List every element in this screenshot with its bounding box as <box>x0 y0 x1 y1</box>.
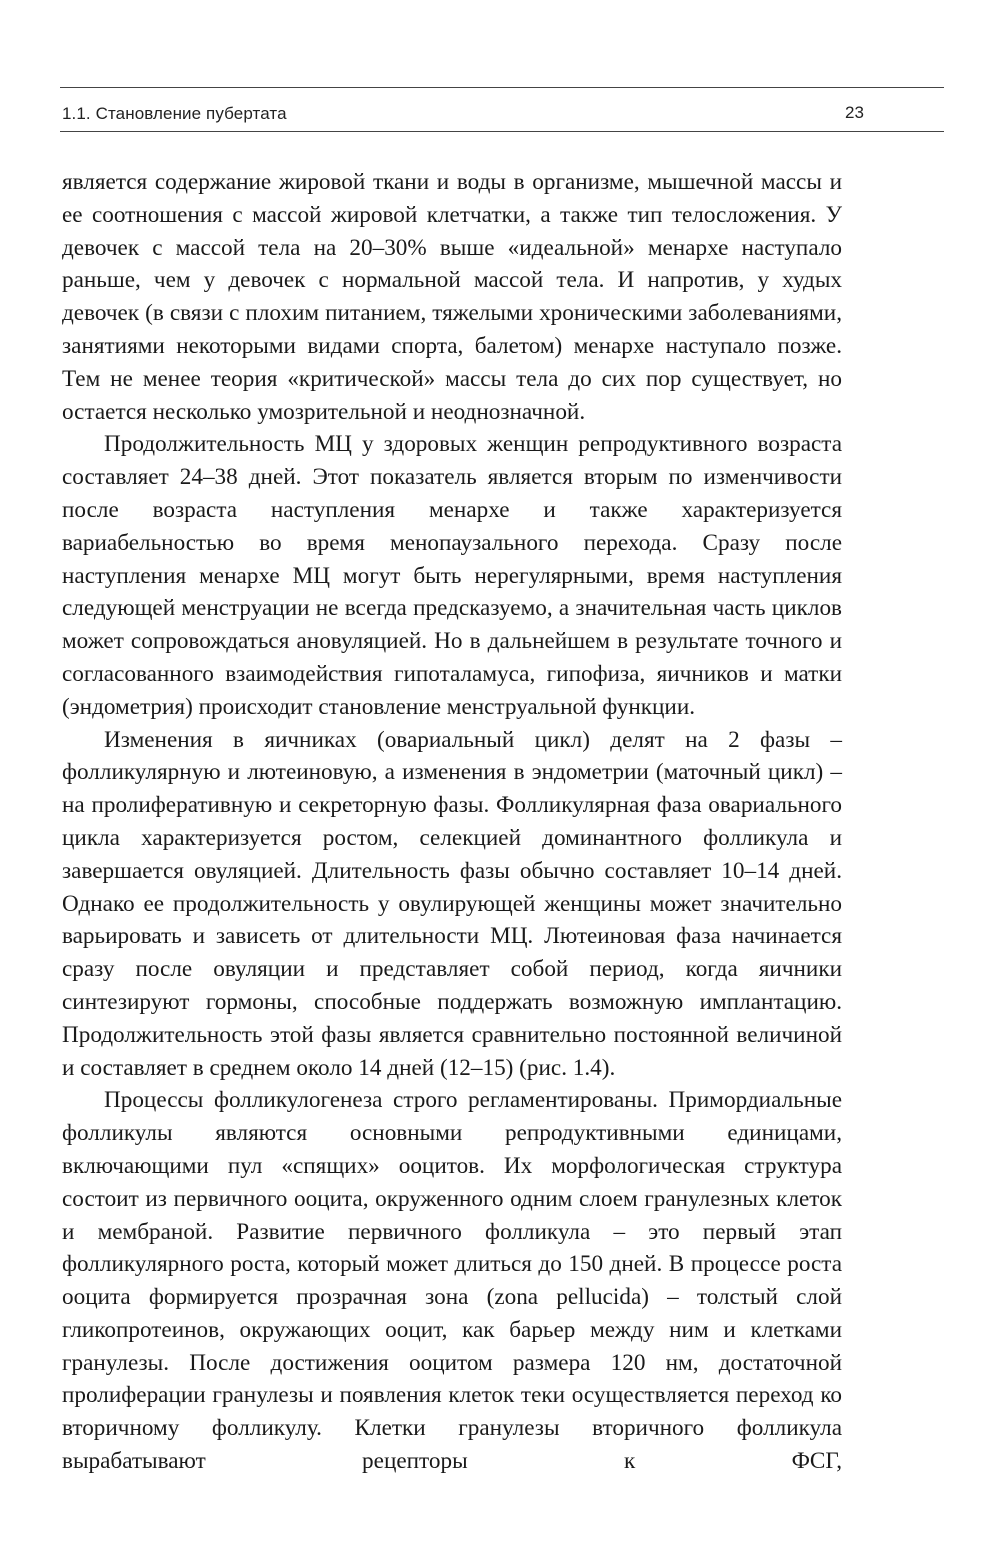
paragraph-4: Процессы фолликулогенеза строго регламентированы. Примордиальные фолликулы являются основными репродуктивными единицами, включающими пул «спящих» ооцитов. Их морфологическая структура состоит из первичного ооцита, окруженного одним слоем гранулезных клеток и мембраной. Развитие первичного фолликула – это первый этап фолликулярного роста, который может длиться до 150 дней. В процессе роста ооцита формируется прозрачная зона (zona pellucida) – толстый слой гликопротеинов, окружающих ооцит, как барьер между ним и клетками гранулезы. После достижения ооцитом размера 120 нм, достаточной пролиферации гранулезы и появления клеток теки осуществляется переход ко вторичному фолликулу. Клетки гранулезы вторичного фолликула вырабатывают рецепторы к ФСГ, <box>62 1087 842 1475</box>
paragraph-3: Изменения в яичниках (овариальный цикл) делят на 2 фазы – фолликулярную и лютеиновую, а изменения в эндометрии (маточный цикл) – на пролиферативную и секреторную фазы. Фолликулярная фаза овариального цикла характеризуется ростом, селекцией доминантного фолликула и завершается овуляцией. Длительность фазы обычно составляет 10–14 дней. Однако ее продолжительность у овулирующей женщины может значительно варьировать и зависеть от длительности МЦ. Лютеиновая фаза начинается сразу после овуляции и представляет собой период, когда яичники синтезируют гормоны, способные поддержать возможную имплантацию. Продолжительность этой фазы является сравнительно постоянной величиной и составляет в среднем около 14 дней (12–15) (рис. 1.4). <box>62 726 842 1081</box>
header-rule-top <box>60 87 944 88</box>
header-rule-bottom <box>60 131 944 132</box>
running-head-title: 1.1. Становление пубертата <box>62 104 287 123</box>
paragraph-2: Продолжительность МЦ у здоровых женщин репродуктивного возраста составляет 24–38 дней. Этот показатель является вторым по изменчивости после возраста наступления менархе и также характеризуется вариабельностью во время менопаузального перехода. Сразу после наступления менархе МЦ могут быть нерегулярными, время наступления следующей менструации не всегда предсказуемо, а значительная часть циклов может сопровождаться ановуляцией. Но в дальнейшем в результате точного и согласованного взаимодействия гипоталамуса, гипофиза, яичников и матки (эндометрия) происходит становление менструальной функции. <box>62 431 842 720</box>
paragraph-1: является содержание жировой ткани и воды в организме, мышечной массы и ее соотношения с массой жировой клетчатки, а также тип телосложения. У девочек с массой тела на 20–30% выше «идеальной» менархе наступало раньше, чем у девочек с нормальной массой тела. И напротив, у худых девочек (в связи с плохим питанием, тяжелыми хроническими заболеваниями, занятиями некоторыми видами спорта, балетом) менархе наступало позже. Тем не менее теория «критической» массы тела до сих пор существует, но остается несколько умозрительной и неоднозначной. <box>62 169 842 425</box>
page-number: 23 <box>845 103 864 122</box>
body-text <box>62 166 842 1478</box>
